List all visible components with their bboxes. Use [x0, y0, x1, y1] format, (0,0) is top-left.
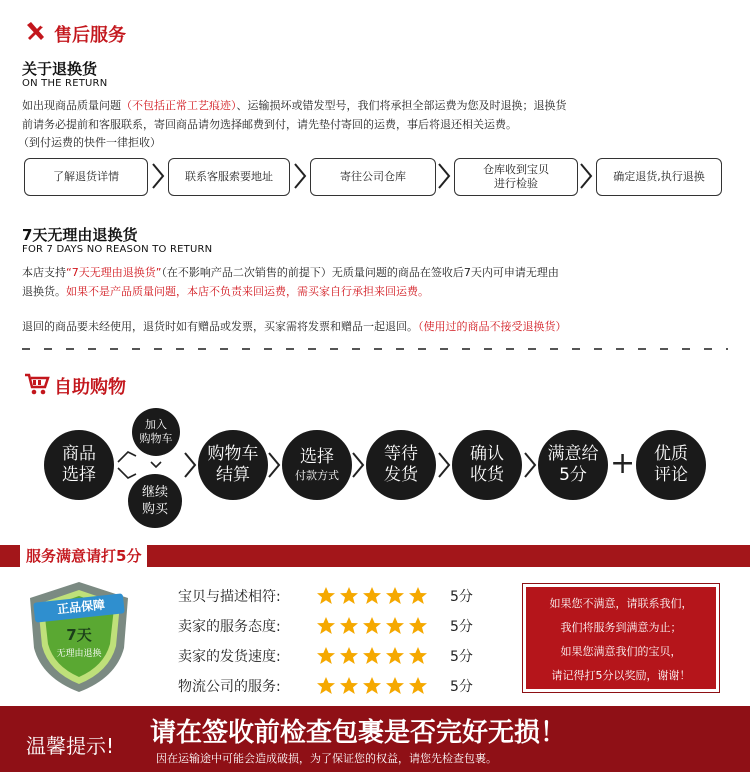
step-wait: 等待 发货 — [366, 430, 436, 500]
seven-day-heading-en: FOR 7 DAYS NO REASON TO RETURN — [22, 244, 213, 255]
step-payment-label: 选择 — [300, 446, 334, 467]
star-icon — [408, 616, 428, 636]
star-rating — [316, 616, 428, 636]
process-step-details: 了解退货详情 — [24, 158, 148, 196]
notice-line: 如果您满意我们的宝贝， — [560, 645, 682, 658]
star-icon — [339, 586, 359, 606]
star-icon — [339, 616, 359, 636]
tools-icon — [24, 20, 48, 44]
rating-label: 卖家的发货速度: — [178, 649, 281, 665]
para-note: （不包括正常工艺痕迹） — [121, 99, 237, 112]
star-rating — [316, 676, 428, 696]
seven-day-line1 — [22, 263, 559, 282]
para-text: 、运输损坏或错发型号，我们将承担全部运费为您及时退换；退换货 — [236, 99, 567, 112]
star-rating — [316, 646, 428, 666]
return-para-line3: （到付运费的快件一律拒收） — [18, 136, 161, 149]
return-para-line1 — [22, 96, 567, 115]
rating-score: 5分 — [450, 619, 473, 635]
chevron-right-icon — [266, 447, 282, 483]
rating-label: 物流公司的服务: — [178, 679, 281, 695]
process-step-ship: 寄往公司仓库 — [310, 158, 436, 196]
rating-label: 卖家的服务态度: — [178, 619, 281, 635]
notice-box — [522, 583, 720, 693]
rating-score: 5分 — [450, 589, 473, 605]
star-icon — [316, 586, 336, 606]
star-icon — [408, 646, 428, 666]
rating-score: 5分 — [450, 679, 473, 695]
star-icon — [339, 646, 359, 666]
footer-headline: 请在签收前检查包裹是否完好无损！ — [150, 718, 567, 748]
step-confirm: 确认 收货 — [452, 430, 522, 500]
step-continue: 继续 购买 — [128, 474, 182, 528]
step-checkout: 购物车 结算 — [198, 430, 268, 500]
process-step-inspect-line2: 进行检验 — [494, 177, 538, 190]
star-rating — [316, 586, 428, 606]
chevron-right-icon — [436, 447, 452, 483]
star-icon — [385, 616, 405, 636]
notice-line: 我们将服务到满意为止； — [560, 621, 682, 634]
rating-label: 宝贝与描述相符: — [178, 589, 281, 605]
badge-top-text: 正品保障 — [56, 597, 106, 617]
chevron-right-icon — [436, 162, 452, 190]
star-icon — [316, 676, 336, 696]
process-step-confirm: 确定退货,执行退换 — [596, 158, 722, 196]
footer-sub: 因在运输途中可能会造成破损，为了保证您的权益，请您先检查包裹。 — [156, 752, 497, 765]
star-icon — [385, 646, 405, 666]
star-icon — [362, 616, 382, 636]
footer-banner — [0, 706, 750, 772]
section-after-sales — [0, 0, 750, 350]
badge-bottom-text: 无理由退换 — [56, 649, 102, 659]
step-payment-sub: 付款方式 — [295, 468, 339, 482]
star-icon — [385, 586, 405, 606]
seven-day-line2 — [22, 282, 429, 301]
step-review: 优质 评论 — [636, 430, 706, 500]
star-icon — [362, 646, 382, 666]
plus-sign: + — [610, 446, 636, 481]
return-heading-en: ON THE RETURN — [22, 78, 108, 89]
after-sales-title: 售后服务 — [54, 25, 126, 46]
footer-tip: 温馨提示! — [26, 734, 115, 758]
para-text: 退回的商品要未经使用，退货时如有赠品或发票，买家需将发票和赠品一起退回。 — [22, 320, 418, 333]
chevron-right-icon — [522, 447, 538, 483]
star-icon — [339, 676, 359, 696]
star-icon — [362, 586, 382, 606]
chevron-right-icon — [182, 447, 198, 483]
para-note: 如果不是产品质量问题，本店不负责来回运费，需买家自行承担来回运费。 — [66, 285, 429, 298]
divider — [22, 348, 728, 350]
step-add-cart: 加入 购物车 — [132, 408, 180, 456]
badge-mid-text: 7天 — [66, 626, 92, 644]
chevron-right-icon — [150, 162, 166, 190]
process-step-inspect — [454, 158, 578, 196]
notice-line: 请记得打5分以奖励，谢谢！ — [551, 669, 691, 682]
para-text: 本店支持 — [22, 266, 66, 279]
step-select: 商品 选择 — [44, 430, 114, 500]
seven-day-line3 — [22, 317, 567, 336]
rating-banner-label: 服务满意请打5分 — [20, 544, 147, 568]
para-note: “7天无理由退换货” — [66, 266, 162, 279]
self-service-title: 自助购物 — [54, 377, 126, 398]
rating-score: 5分 — [450, 649, 473, 665]
para-text: 如出现商品质量问题 — [22, 99, 121, 112]
seven-day-heading: 7天无理由退换货 — [22, 226, 138, 244]
star-icon — [385, 676, 405, 696]
return-heading: 关于退换货 — [22, 60, 98, 78]
chevron-down-icon — [150, 460, 162, 470]
step-rate: 满意给 5分 — [538, 430, 608, 500]
process-step-contact: 联系客服索要地址 — [168, 158, 290, 196]
chevron-right-icon — [578, 162, 594, 190]
chevron-right-icon — [292, 162, 308, 190]
chevron-right-icon — [350, 447, 366, 483]
star-icon — [362, 676, 382, 696]
star-icon — [408, 586, 428, 606]
para-text: 退换货。 — [22, 285, 66, 298]
step-payment — [282, 430, 352, 500]
star-icon — [316, 646, 336, 666]
star-icon — [408, 676, 428, 696]
shopping-cart-icon — [24, 372, 50, 396]
process-step-inspect-line1: 仓库收到宝贝 — [483, 163, 549, 176]
para-note: （使用过的商品不接受退换货） — [418, 320, 567, 333]
notice-line: 如果您不满意，请联系我们， — [549, 597, 693, 610]
star-icon — [316, 616, 336, 636]
return-para-line2: 前请务必提前和客服联系，寄回商品请勿选择邮费到付，请先垫付寄回的运费，事后将退还相关运费。 — [22, 118, 517, 131]
para-text: （在不影响产品二次销售的前提下）无质量问题的商品在签收后7天内可申请无理由 — [161, 266, 559, 279]
